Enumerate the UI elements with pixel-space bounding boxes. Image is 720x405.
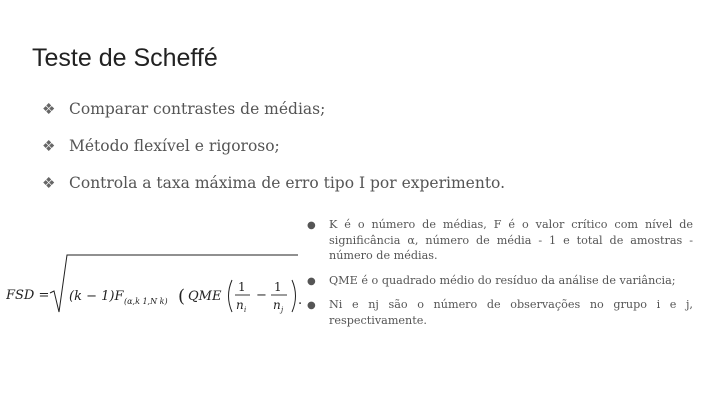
- bullet-text: Controla a taxa máxima de erro tipo I por experimento.: [69, 174, 506, 192]
- formula-k-term: (k − 1)F: [69, 289, 124, 304]
- list-item: [42, 98, 505, 135]
- list-item: [42, 172, 505, 209]
- list-item: [307, 217, 693, 264]
- note-text: K é o número de médias, F é o valor crítico com nível de significância α, número de média - 1 e total de amostras - número de médias.: [329, 218, 693, 262]
- formula-numerator: 1: [238, 280, 246, 294]
- formula-paren: [292, 280, 296, 312]
- formula-sub-i: i: [244, 306, 247, 314]
- formula-n-j: n: [273, 298, 281, 312]
- formula-paren: [229, 280, 233, 312]
- bullet-dot-icon: ●: [307, 300, 316, 311]
- formula-f-subscript: (α,k 1,N k): [124, 297, 168, 306]
- bullet-text: Método flexível e rigoroso;: [69, 137, 280, 155]
- formula-n-i: n: [236, 298, 244, 312]
- list-item: [42, 135, 505, 172]
- bullet-list: [42, 98, 505, 209]
- list-item: [307, 273, 693, 289]
- note-text: Ni e nj são o número de observações no grupo i e j, respectivamente.: [329, 298, 693, 327]
- formula-sub-j: j: [281, 306, 284, 314]
- formula-period: .: [298, 293, 303, 308]
- diamond-bullet-icon: ❖: [42, 100, 56, 118]
- scheffe-formula: [6, 250, 306, 330]
- formula-qme: QME: [188, 289, 222, 304]
- bullet-text: Comparar contrastes de médias;: [69, 100, 326, 118]
- note-text: QME é o quadrado médio do resíduo da análise de variância;: [329, 273, 676, 287]
- formula-paren: (: [178, 286, 186, 307]
- notes-list: [307, 217, 693, 337]
- list-item: [307, 297, 693, 328]
- formula-lhs: FSD =: [6, 288, 50, 303]
- diamond-bullet-icon: ❖: [42, 174, 56, 192]
- diamond-bullet-icon: ❖: [42, 137, 56, 155]
- bullet-dot-icon: ●: [307, 220, 316, 231]
- bullet-dot-icon: ●: [307, 275, 316, 287]
- formula-numerator: 1: [274, 280, 282, 294]
- formula-minus: −: [256, 288, 267, 303]
- slide-title: Teste de Scheffé: [32, 44, 218, 72]
